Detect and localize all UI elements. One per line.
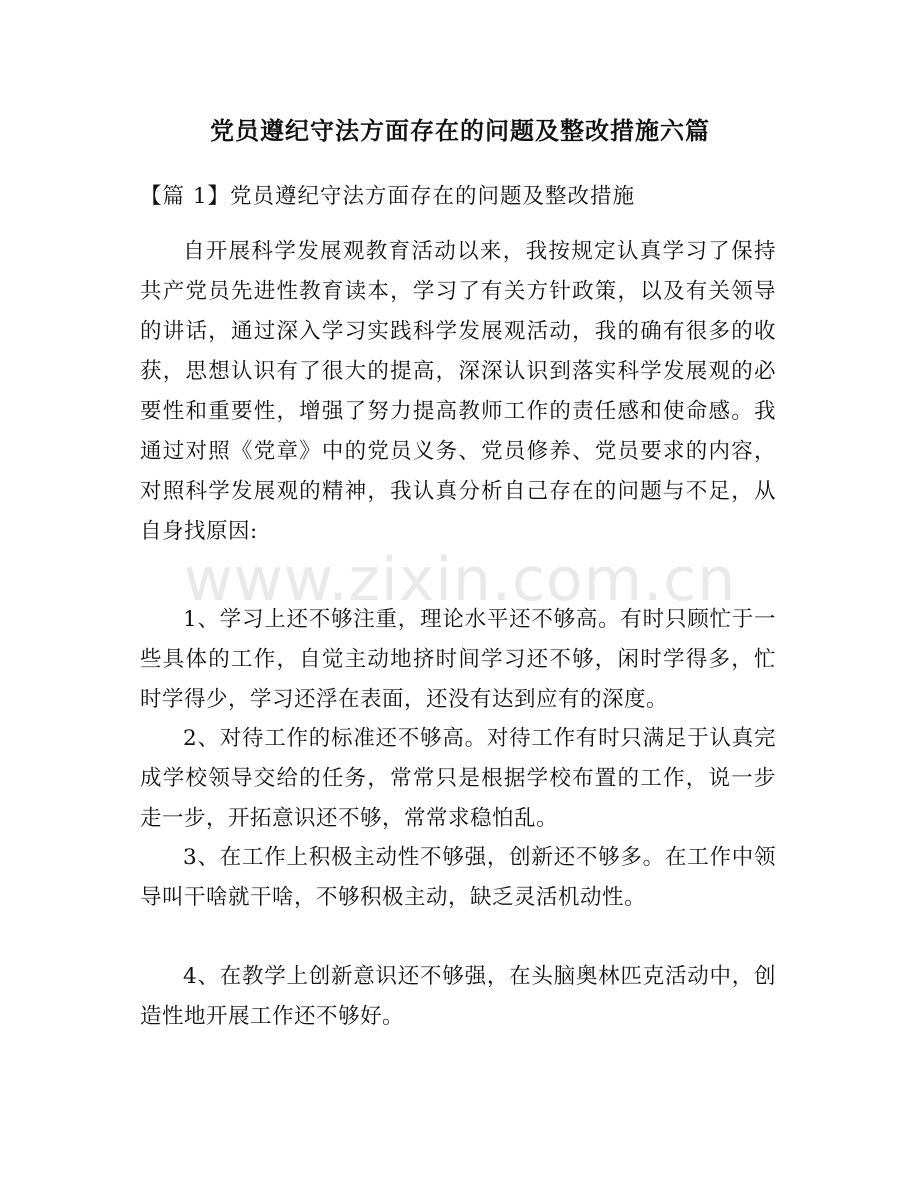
section-heading: 【篇 1】党员遵纪守法方面存在的问题及整改措施	[140, 184, 636, 209]
list-item-3: 3、在工作上积极主动性不够强，创新还不够多。在工作中领导叫干啥就干啥，不够积极主动，缺乏灵活机动性。	[140, 845, 776, 910]
document-title: 党员遵纪守法方面存在的问题及整改措施六篇	[210, 117, 710, 145]
list-item-2: 2、对待工作的标准还不够高。对待工作有时只满足于认真完成学校领导交给的任务，常常只是根据学校布置的工作，说一步走一步，开拓意识还不够，常常求稳怕乱。	[140, 726, 776, 831]
list-item-1: 1、学习上还不够注重，理论水平还不够高。有时只顾忙于一些具体的工作，自觉主动地挤时间学习还不够，闲时学得多，忙时学得少，学习还浮在表面，还没有达到应有的深度。	[140, 607, 776, 712]
intro-paragraph: 自开展科学发展观教育活动以来，我按规定认真学习了保持共产党员先进性教育读本，学习了有关方针政策，以及有关领导的讲话，通过深入学习实践科学发展观活动，我的确有很多的收获，思想认识有了很大的提高，深深认识到落实科学发展观的必要性和重要性，增强了努力提高教师工作的责任感和使命感。我通过对照《党章》中的党员义务、党员修养、党员要求的内容，对照科学发展观的精神，我认真分析自己存在的问题与不足，从自身找原因:	[140, 239, 776, 544]
list-item-4: 4、在教学上创新意识还不够强，在头脑奥林匹克活动中，创造性地开展工作还不够好。	[140, 964, 776, 1029]
watermark: www.zixin.com.cn	[183, 545, 737, 615]
